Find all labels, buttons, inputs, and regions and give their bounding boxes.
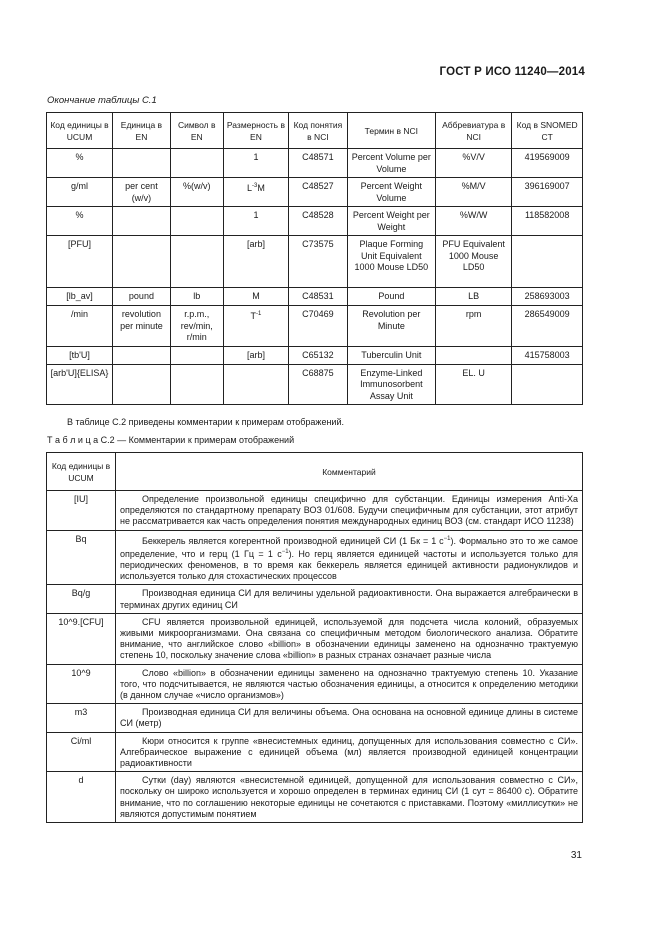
table1-cell-nci: C48571: [289, 149, 347, 178]
table1-cell-sym: [170, 207, 223, 236]
comment-cell: Определение произвольной единицы специфично для субстанции. Единицы измерения Anti-Xa определяются по стандартному препарату ВОЗ 01/608. Будучи специфичным для субстанции, этот атрибут не рассматривается как часть определения понятия международных единиц ВОЗ (см. стандарт ИСО 11238): [116, 491, 583, 531]
table1-col-header: Единица в EN: [113, 113, 171, 149]
table1-cell-abbr: EL. U: [436, 364, 512, 405]
comment-cell: Кюри относится к группе «внесистемных единиц, допущенных для использования совместно с СИ». Алгебраическое выражение с единицей объема (мл) является производной единицей концентрации радиоактивности: [116, 732, 583, 772]
table2-header-row: [47, 453, 583, 491]
table1-cell-sym: [170, 346, 223, 364]
table-row: [47, 704, 583, 732]
table1-cell-ucum: %: [47, 149, 113, 178]
exponent: −1: [281, 548, 289, 555]
table-row: [47, 491, 583, 531]
table1-cell-nci: C48531: [289, 288, 347, 306]
unit-code-cell: Ci/ml: [47, 732, 116, 772]
comment-cell: Производная единица СИ для величины удельной радиоактивности. Она выражается алгебраически в терминах других единиц СИ: [116, 585, 583, 613]
table2-col-comment: Комментарий: [116, 453, 583, 491]
table1-cell-abbr: %V/V: [436, 149, 512, 178]
table1-cell-ucum: /min: [47, 306, 113, 347]
unit-code-cell: 10^9.[CFU]: [47, 613, 116, 664]
table1-col-header: Код единицы в UCUM: [47, 113, 113, 149]
table1-cell-dim: [arb]: [223, 346, 289, 364]
table1-cell-term: Enzyme-Linked Immunosorbent Assay Unit: [347, 364, 436, 405]
unit-code-cell: [IU]: [47, 491, 116, 531]
table1-cell-snomed: 415758003: [512, 346, 583, 364]
table1-cell-dim: 1: [223, 149, 289, 178]
table1-cell-snomed: 396169007: [512, 178, 583, 207]
table-row: [47, 664, 583, 704]
table1-cell-nci: C73575: [289, 236, 347, 288]
table-row: [47, 207, 583, 236]
unit-code-cell: d: [47, 772, 116, 823]
table1-cell-unit: [113, 236, 171, 288]
table1-cell-nci: C70469: [289, 306, 347, 347]
table1-cell-unit: [113, 149, 171, 178]
table1-cell-abbr: LB: [436, 288, 512, 306]
table1-cell-snomed: [512, 236, 583, 288]
table1-col-header: Символ в EN: [170, 113, 223, 149]
table1-cell-sym: [170, 364, 223, 405]
table1-col-header: Размерность в EN: [223, 113, 289, 149]
table-c2: [46, 452, 583, 823]
unit-code-cell: Bq/g: [47, 585, 116, 613]
table-row: [47, 772, 583, 823]
table1-cell-unit: [113, 346, 171, 364]
table1-cell-term: Tuberculin Unit: [347, 346, 436, 364]
exponent: −1: [443, 535, 451, 542]
unit-code-cell: m3: [47, 704, 116, 732]
table2-caption-text: С.2 — Комментарии к примерам отображений: [100, 435, 295, 445]
table-row: [47, 364, 583, 405]
table-row: [47, 306, 583, 347]
table1-cell-snomed: [512, 364, 583, 405]
table1-cell-dim: $L^{-3}M$: [223, 178, 289, 207]
table1-cell-term: Pound: [347, 288, 436, 306]
table1-cell-nci: C68875: [289, 364, 347, 405]
table1-col-header: Аббревиатура в NCI: [436, 113, 512, 149]
table2-col-code: Код единицы в UCUM: [47, 453, 116, 491]
table-row: [47, 732, 583, 772]
dimension-exponent: -3: [252, 183, 258, 189]
comment-cell: Сутки (day) являются «внесистемной единицей, допущенной для использования совместно с СИ», поскольку он широко используется и хорошо определен в терминах единиц СИ (1 сут = 86400 с). Обратите внимание, что по соглашению некоторые единицы не сочетаются с приставками. Поэтому «миллисутки» не являются допустимым понятием: [116, 772, 583, 823]
table1-cell-abbr: rpm: [436, 306, 512, 347]
table1-cell-term: Percent Volume per Volume: [347, 149, 436, 178]
table1-cell-term: Percent Weight Volume: [347, 178, 436, 207]
table1-cell-ucum: [lb_av]: [47, 288, 113, 306]
document-header: ГОСТ Р ИСО 11240—2014: [439, 66, 585, 78]
table1-cell-sym: r.p.m., rev/min, r/min: [170, 306, 223, 347]
table-row: [47, 178, 583, 207]
table1-cell-sym: [170, 236, 223, 288]
table1-cell-unit: [113, 364, 171, 405]
table1-cell-nci: C48527: [289, 178, 347, 207]
dimension-exponent: -1: [256, 311, 262, 317]
table1-cell-abbr: %M/V: [436, 178, 512, 207]
table1-cell-ucum: %: [47, 207, 113, 236]
table1-cell-snomed: 258693003: [512, 288, 583, 306]
table1-cell-ucum: [PFU]: [47, 236, 113, 288]
table1-cell-snomed: 419569009: [512, 149, 583, 178]
table-row: [47, 530, 583, 585]
table1-cell-abbr: PFU Equivalent 1000 Mouse LD50: [436, 236, 512, 288]
table1-cell-term: Plaque Forming Unit Equivalent 1000 Mouse LD50: [347, 236, 436, 288]
table1-cell-ucum: [tb'U]: [47, 346, 113, 364]
table1-cell-snomed: 118582008: [512, 207, 583, 236]
table-row: [47, 288, 583, 306]
table-row: [47, 236, 583, 288]
table-c1: [46, 112, 583, 405]
table-row: [47, 585, 583, 613]
table-row: [47, 346, 583, 364]
table1-cell-sym: lb: [170, 288, 223, 306]
table1-caption: Окончание таблицы С.1: [47, 95, 157, 106]
table1-col-header: Код понятия в NCI: [289, 113, 347, 149]
intro-paragraph: В таблице С.2 приведены комментарии к примерам отображений.: [67, 417, 344, 427]
page-number: 31: [570, 850, 582, 861]
unit-code-cell: Bq: [47, 530, 116, 585]
table-row: [47, 613, 583, 664]
unit-code-cell: 10^9: [47, 664, 116, 704]
table1-cell-term: Percent Weight per Weight: [347, 207, 436, 236]
table1-col-header: Код в SNOMED CT: [512, 113, 583, 149]
table1-cell-dim: 1: [223, 207, 289, 236]
table1-cell-sym: [170, 149, 223, 178]
comment-cell: Беккерель является когерентной производной единицей СИ (1 Бк = 1 $с^{-1}$). Формально это то же самое определение, что и герц (1 Гц = 1 $с^{-1}$). Но герц является единицей частоты и используется только для периодических феноменов, в то время как беккерель является единицей активности радионуклидов и используется только для стохастических процессов: [116, 530, 583, 585]
table-row: [47, 149, 583, 178]
table1-cell-ucum: [arb'U]{ELISA}: [47, 364, 113, 405]
table1-header-row: [47, 113, 583, 149]
table1-cell-nci: C48528: [289, 207, 347, 236]
table1-cell-unit: pound: [113, 288, 171, 306]
table1-cell-dim: $T^{-1}$: [223, 306, 289, 347]
table1-cell-nci: C65132: [289, 346, 347, 364]
table1-cell-dim: [arb]: [223, 236, 289, 288]
table2-caption-prefix: Т а б л и ц а: [47, 435, 99, 445]
table1-cell-term: Revolution per Minute: [347, 306, 436, 347]
table1-cell-snomed: 286549009: [512, 306, 583, 347]
table1-cell-abbr: %W/W: [436, 207, 512, 236]
comment-cell: Производная единица СИ для величины объема. Она основана на основной единице длины в системе СИ (метр): [116, 704, 583, 732]
table2-caption: [47, 435, 294, 445]
table1-cell-dim: [223, 364, 289, 405]
table1-cell-sym: %(w/v): [170, 178, 223, 207]
table1-cell-abbr: [436, 346, 512, 364]
table1-cell-dim: M: [223, 288, 289, 306]
table1-col-header: Термин в NCI: [347, 113, 436, 149]
comment-cell: Слово «billion» в обозначении единицы заменено на однозначно трактуемую степень 10. Указание того, что подсчитывается, не являются частью обозначения единицы, а относится к определению методики (в данном случае «число организмов»): [116, 664, 583, 704]
table1-cell-unit: revolution per minute: [113, 306, 171, 347]
table1-cell-unit: per cent (w/v): [113, 178, 171, 207]
comment-cell: CFU является произвольной единицей, используемой для подсчета числа колоний, образуемых живыми микроорганизмами. Она связана со специфичным методом биологического анализа. Обратите внимание, что английское слово «billion» в обозначении единицы заменено на однозначно трактуемую степень 10, поскольку значение слова «billion» в разных странах означает разные числа: [116, 613, 583, 664]
table1-cell-unit: [113, 207, 171, 236]
table1-cell-ucum: g/ml: [47, 178, 113, 207]
